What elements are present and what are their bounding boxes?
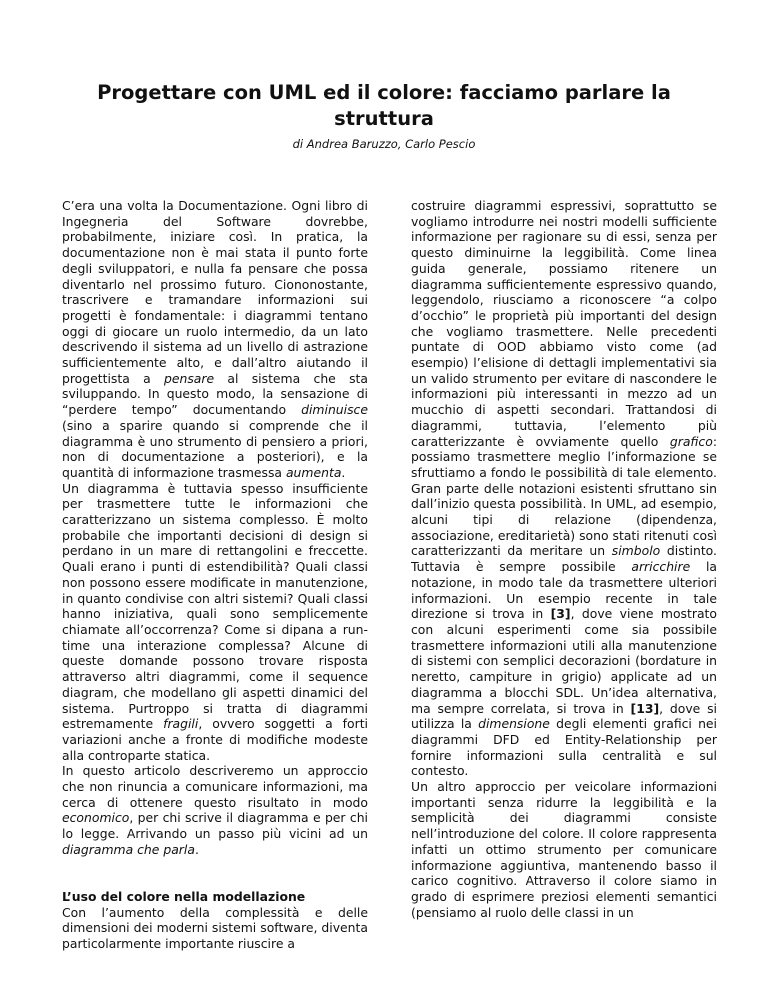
citation: [13] [630,700,660,716]
text-run: : possiamo trasmettere meglio l’informazione se sfruttiamo a fondo le possibilità di tale elemento. Gran parte delle notazioni esistenti sfruttano sin dall’inizio questa possibilità. In UML, ad esempio, alcuni tipi di relazione (dipendenza, associazione, ereditarietà) sono stati ritenuti così caratterizzanti da meritare un [411,433,717,559]
text-run: , dove si utilizza la [411,700,717,732]
emphasis: arricchire [631,559,691,575]
section-heading: L’uso del colore nella modellazione [62,888,306,904]
text-run: Un altro approccio per veicolare informazioni importanti senza ridurre la leggibilità e la semplicità dei diagrammi consiste nell’introduzione del colore. Il colore rappresenta infatti un ottimo strumento per comunicare informazione aggiuntiva, mantenendo basso il carico cognitivo. Attraverso il colore siamo in grado di esprimere preziosi elementi semantici (pensiamo al ruolo delle classi in un [411,779,717,920]
emphasis: diagramma che parla [62,841,195,857]
right-column [411,198,717,920]
emphasis: aumenta [285,464,342,480]
article-byline: di Andrea Baruzzo, Carlo Pescio [292,137,476,151]
text-run: Un diagramma è tuttavia spesso insufficiente per trasmettere tutte le informazioni che caratterizzano un sistema complesso. È molto probabile che importanti decisioni di design si perdano in un mare di rettangolini e freccette. Quali erano i punti di estendibilità? Quali classi non possono essere modificate in manutenzione, in quanto condivise con altri sistemi? Quali classi hanno iniziativa, quali sono semplicemente chiamate all’occorrenza? Come si dipana a run-time una interazione complessa? Alcune di queste domande possono trovare risposta attraverso altri diagrammi, come il sequence diagram, che modellano gli aspetti dinamici del sistema. Purtroppo si tratta di diagrammi estremamente [62,480,368,732]
text-run: al sistema che sta sviluppando. In questo modo, la sensazione di “perdere tempo” documentando [62,370,368,418]
body-paragraph [62,905,368,952]
emphasis: diminuisce [301,402,368,418]
text-run: C’era una volta la Documentazione. Ogni libro di Ingegneria del Software dovrebbe, probabilmente, iniziare così. In pratica, la documentazione non è mai stata il punto forte degli sviluppatori, e nulla fa pensare che possa diventarlo nel prossimo futuro. Ciononostante, trascrivere e tramandare informazioni sui progetti è fondamentale: i diagrammi tentano oggi di giocare un ruolo intermedio, da un lato descrivendo il sistema ad un livello di astrazione sufficientemente alto, e dall’altro aiutando il progettista a [62,198,368,386]
emphasis: dimensione [478,716,550,732]
body-paragraph [62,481,368,764]
emphasis: grafico [669,433,713,449]
text-run: distinto. Tuttavia è sempre possibile [411,543,717,575]
left-column [62,198,368,952]
text-run: . [341,464,346,480]
emphasis: economico [62,810,130,826]
body-paragraph [411,779,717,920]
emphasis: pensare [164,370,215,386]
body-paragraph [62,198,368,481]
emphasis: simbolo [611,543,661,559]
text-run: la notazione, in modo tale da trasmettere ulteriori informazioni. Un esempio recente in tale direzione si trova in [411,559,717,622]
body-paragraph [62,763,368,857]
text-run: . [194,841,199,857]
text-run: (sino a sparire quando si comprende che il diagramma è uno strumento di pensiero a priori, non di documentazione a posteriori), e la quantità di informazione trasmessa [62,417,368,480]
text-run: costruire diagrammi espressivi, soprattutto se vogliamo introdurre nei nostri modelli sufficiente informazione per ragionare su di essi, senza per questo diminuirne la leggibilità. Come linea guida generale, possiamo ritenere un diagramma sufficientemente espressivo quando, leggendolo, riusciamo a riconoscere “a colpo d’occhio” le proprietà più importanti del design che vogliamo trasmettere. Nelle precedenti puntate di OOD abbiamo visto come (ad esempio) l’elisione di dettagli implementativi sia un valido strumento per evitare di nascondere le informazioni più interessanti in mezzo ad un mucchio di aspetti secondari. Trattandosi di diagrammi, tuttavia, l’elemento più caratterizzante è ovviamente quello [411,198,717,449]
body-paragraph [411,198,717,779]
text-run: degli elementi grafici nei diagrammi DFD ed Entity-Relationship per fornire informazioni sulla centralità e sul contesto. [411,716,717,779]
emphasis: fragili [163,716,199,732]
text-run: In questo articolo descriveremo un approccio che non rinuncia a comunicare informazioni, ma cerca di ottenere questo risultato in modo [62,763,368,810]
text-run: Con l’aumento della complessità e delle dimensioni dei moderni sistemi software, diventa particolarmente importante riuscire a [62,904,368,952]
citation: [3] [550,606,571,622]
text-run: , ovvero soggetti a forti variazioni anche a fronte di modifiche modeste alla controparte statica. [62,716,368,763]
text-run: , per chi scrive il diagramma e per chi lo legge. Arrivando un passo più vicini ad un [62,810,368,842]
article-title: Progettare con UML ed il colore: facciamo parlare la struttura [97,81,671,130]
section-gap [62,858,368,889]
text-run: , dove viene mostrato con alcuni esperimenti come sia possibile trasmettere informazioni utili alla manutenzione di sistemi con semplici decorazioni (bordature in neretto, campiture in grigio) applicate ad un diagramma a blocchi SDL. Un’idea alternativa, ma sempre correlata, si trova in [411,606,717,716]
